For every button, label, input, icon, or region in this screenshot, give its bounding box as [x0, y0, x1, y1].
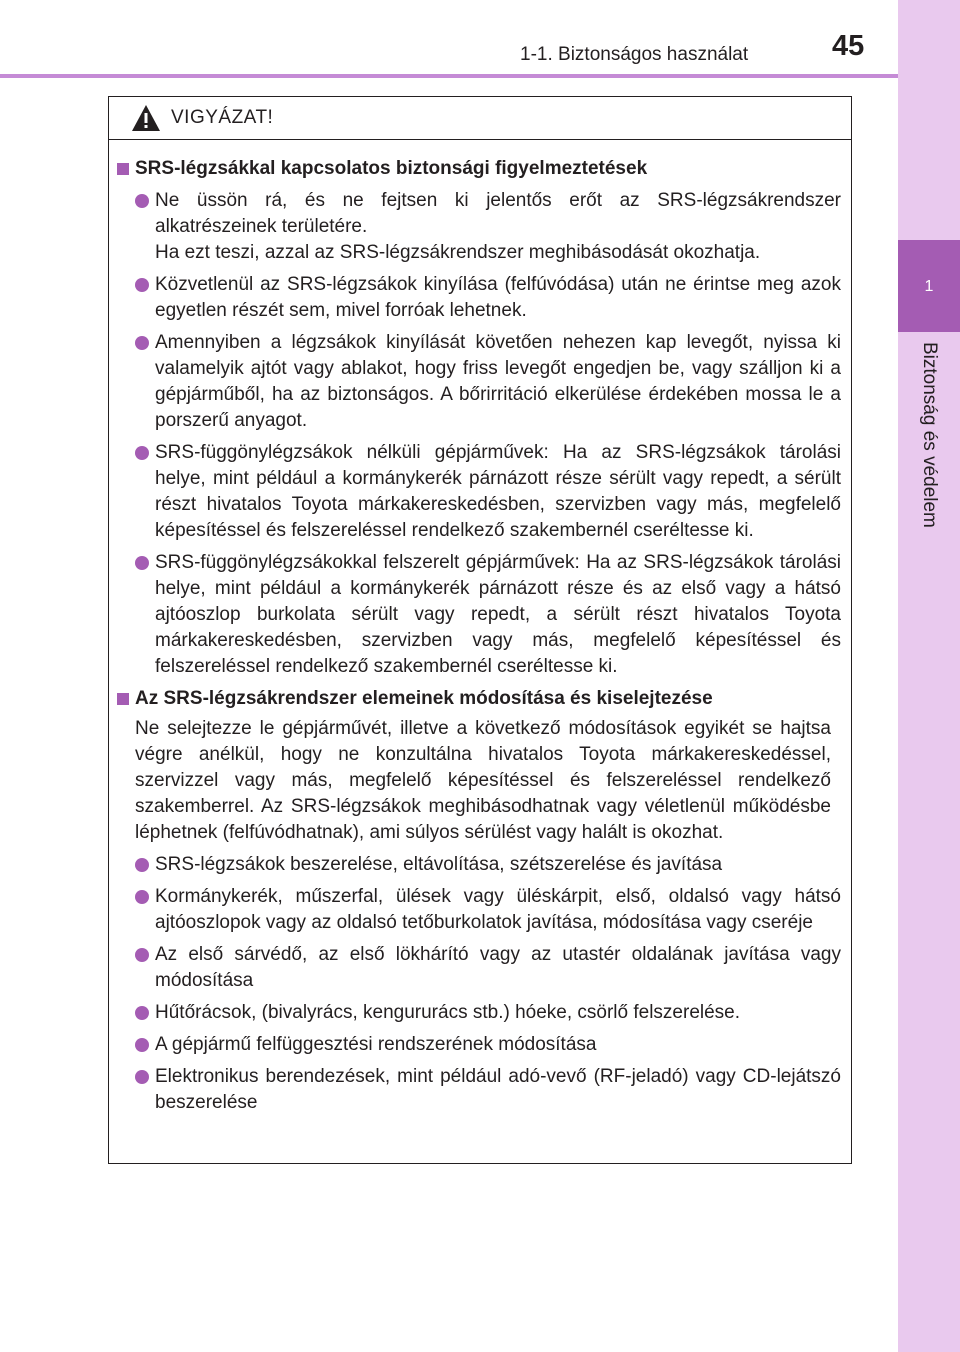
list-item-text: A gépjármű felfüggesztési rendszerének módosítása	[155, 1034, 597, 1055]
round-bullet-icon	[135, 336, 149, 350]
round-bullet-icon	[135, 1070, 149, 1084]
list-item	[135, 1032, 841, 1058]
warning-title: VIGYÁZAT!	[171, 107, 274, 128]
warning-triangle-icon	[131, 104, 161, 132]
square-bullet-icon	[117, 693, 129, 705]
list-item-text: Ne üssön rá, és ne fejtsen ki jelentős erőt az SRS-légzsákrendszer alkatrészeinek területére.	[155, 190, 841, 237]
round-bullet-icon	[135, 858, 149, 872]
section-heading-text: SRS-légzsákkal kapcsolatos biztonsági figyelmeztetések	[135, 158, 648, 179]
square-bullet-icon	[117, 163, 129, 175]
list-item-text: Közvetlenül az SRS-légzsákok kinyílása (felfúvódása) után ne érintse meg azok egyetlen részét sem, mivel forróak lehetnek.	[155, 274, 841, 321]
list-item	[135, 1064, 841, 1116]
chapter-number: 1	[924, 278, 934, 295]
list-item	[135, 188, 841, 266]
round-bullet-icon	[135, 1006, 149, 1020]
list-item-text: Ha ezt teszi, azzal az SRS-légzsákrendszer meghibásodását okozhatja.	[155, 242, 761, 263]
section-heading	[115, 686, 841, 712]
list-item-text: Elektronikus berendezések, mint például adó-vevő (RF-jeladó) vagy CD-lejátszó beszerelése	[155, 1066, 841, 1113]
round-bullet-icon	[135, 1038, 149, 1052]
round-bullet-icon	[135, 890, 149, 904]
list-item-text: SRS-függönylégzsákokkal felszerelt gépjárművek: Ha az SRS-légzsákok tárolási helye, mint például a kormánykerék párnázott része és az első vagy a hátsó ajtóoszlop burkolata sérült vagy repedt, a sérült részt hivatalos Toyota márkakereskedésben, szervizben vagy más, megfelelő képesítéssel és felszereléssel rendelkező szakembernél cseréltesse ki.	[155, 552, 841, 677]
chapter-title: Biztonság és védelem	[919, 342, 940, 528]
warning-header	[109, 97, 851, 140]
section-heading-text: Az SRS-légzsákrendszer elemeinek módosítása és kiselejtezése	[135, 688, 713, 709]
list-item-text: SRS-függönylégzsákok nélküli gépjárművek: Ha az SRS-légzsákok tárolási helye, mint például a kormánykerék párnázott része sérült vagy repedt, a sérült részt hivatalos Toyota márkakereskedésben, szervizben vagy más, megfelelő képesítéssel és felszereléssel rendelkező szakembernél cseréltesse ki.	[155, 442, 841, 541]
list-item	[135, 272, 841, 324]
round-bullet-icon	[135, 948, 149, 962]
list-item-text: Kormánykerék, műszerfal, ülések vagy üléskárpit, első, oldalsó vagy hátsó ajtóoszlopok vagy az oldalsó tetőburkolatok javítása, módosítása vagy cseréje	[155, 886, 841, 933]
list-item-text: Amennyiben a légzsákok kinyílását követően nehezen kap levegőt, nyissa ki valamelyik ajtót vagy ablakot, hogy friss levegőt engedjen be, vagy szálljon ki a gépjárműből, ha az biztonságos. A bőrirritáció elkerülése érdekében mossa le a porszerű anyagot.	[155, 332, 841, 431]
list-item	[135, 550, 841, 680]
list-item-text: SRS-légzsákok beszerelése, eltávolítása, szétszerelése és javítása	[155, 854, 723, 875]
section-intro: Ne selejtezze le gépjárművét, illetve a következő módosítások egyikét se hajtsa végre anélkül, hogy ne konzultálna hivatalos Toyota márkakereskedéssel, szervizzel vagy más, megfelelő képesítéssel és felszereléssel rendelkező szakemberrel. Az SRS-légzsákok meghibásodhatnak vagy véletlenül működésbe léphetnek (felfúvódhatnak), ami súlyos sérülést vagy halált is okozhat.	[135, 718, 831, 843]
list-item	[135, 884, 841, 936]
warning-body	[109, 140, 851, 1116]
round-bullet-icon	[135, 446, 149, 460]
chapter-side-tab	[898, 0, 960, 1352]
round-bullet-icon	[135, 278, 149, 292]
list-item	[135, 942, 841, 994]
list-item	[135, 852, 841, 878]
page-number: 45	[832, 30, 865, 62]
header-divider	[0, 74, 898, 78]
round-bullet-icon	[135, 194, 149, 208]
list-item-text: Az első sárvédő, az első lökhárító vagy az utastér oldalának javítása vagy módosítása	[155, 944, 841, 991]
list-item	[135, 1000, 841, 1026]
section-heading	[115, 156, 841, 182]
list-item	[135, 330, 841, 434]
section-title: 1-1. Biztonságos használat	[520, 44, 749, 65]
round-bullet-icon	[135, 556, 149, 570]
list-item	[135, 440, 841, 544]
list-item-text: Hűtőrácsok, (bivalyrács, kengururács stb.) hóeke, csörlő felszerelése.	[155, 1002, 741, 1023]
warning-box	[108, 96, 852, 1164]
